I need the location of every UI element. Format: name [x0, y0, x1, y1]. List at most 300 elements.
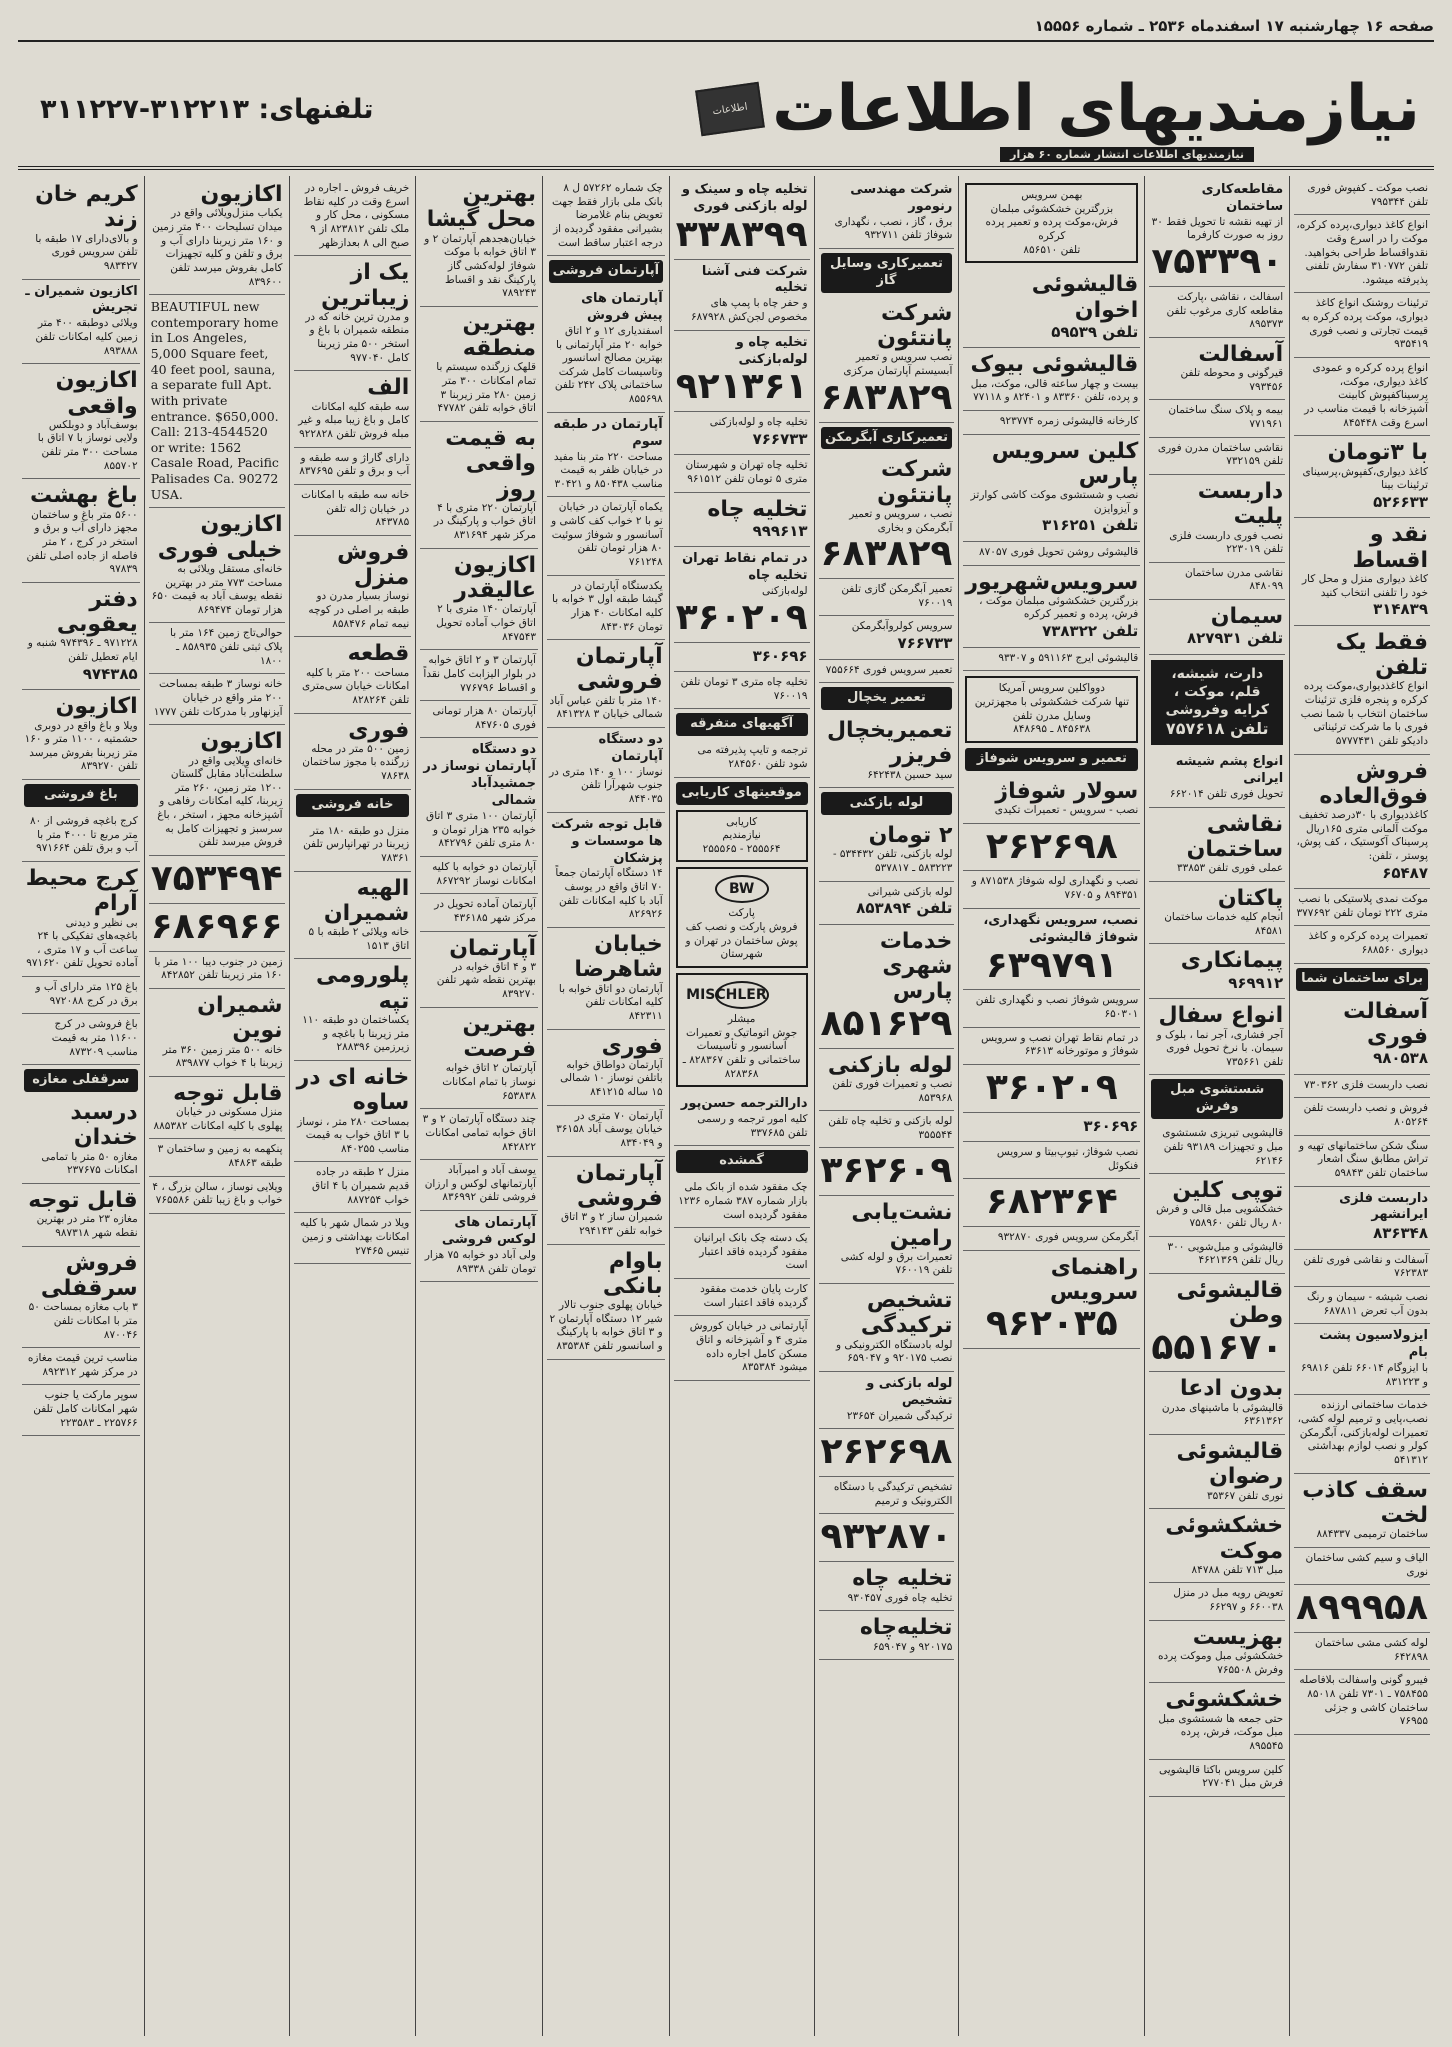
ad-body: مغازه ۵۰ متر با تمامی امکانات ۲۳۷۶۷۵ — [41, 1150, 138, 1177]
classified-ad — [1149, 400, 1285, 437]
classified-ad — [1294, 518, 1430, 625]
ad-body: ساختمان ترمیمی ۸۸۴۳۳۷ — [1316, 1528, 1428, 1541]
ad-title: قالیشوئی رضوان — [1176, 1439, 1284, 1490]
section-header: آگهیهای متفرقه — [676, 713, 808, 736]
masthead-emblem-text: اطلاعات — [711, 101, 749, 117]
classified-ad — [963, 1251, 1140, 1349]
classified-ad — [963, 990, 1140, 1027]
classified-ad — [1294, 1324, 1430, 1395]
column-7 — [415, 176, 542, 2036]
ad-phone: تلفن ۸۵۶۵۱۰ — [1023, 243, 1081, 256]
ad-body: خانه‌ای مستقل ویلائی به مساحت ۷۷۳ متر در بهترین نقطه یوسف آباد به قیمت ۶۵۰ هزار تومان ۸۶۹۴۷۴ — [151, 562, 283, 616]
ad-phone-large: ۷۵۳۳۹۰ — [1151, 241, 1284, 283]
ad-title: بهزیست — [1192, 1624, 1284, 1650]
ad-title: شرکت پانتئون — [877, 457, 953, 508]
classified-ad — [420, 422, 538, 549]
column-9 — [144, 176, 289, 2036]
ad-body: از تهیه نقشه تا تحویل فقط ۳۰ روز به صورت کارفرما — [1151, 215, 1284, 242]
column-1 — [1289, 176, 1434, 2036]
classified-ad — [420, 650, 538, 701]
ad-title: دارالترجمه حسن‌پور — [680, 1096, 808, 1112]
classified-ad — [547, 813, 665, 928]
ad-body: نقاشی ساختمان مدرن فوری تلفن ۷۳۲۱۵۹ — [1157, 441, 1284, 468]
ad-body: نصب و نگهداری لوله شوفاژ ۸۷۱۵۳۸ و ۸۹۴۳۵۱ و ۷۶۷۰۵ — [971, 875, 1139, 902]
classified-ad — [547, 497, 665, 575]
ad-body: کارت پایان خدمت مفقود گردیده فاقد اعتبار است — [700, 1283, 808, 1309]
ad-body: یکباب منزل‌ویلائی واقع در میدان تسلیحات ۴۰۰ متر زمین و ۱۶۰ متر زیربنا دارای آب و برق و تلفن و کلیه تجهیزات کامل بفروش میرسد تلفن ۸۳۹۶۰۰ — [152, 207, 283, 288]
classified-ad — [819, 579, 955, 616]
ad-title: فروش فوق‌العاده — [1319, 758, 1428, 809]
ad-title: الهیه شمیران — [323, 875, 410, 926]
section-header: تعمیرکاری آبگرمکن — [821, 427, 953, 450]
ad-title: خشکشوئی موکت — [1165, 1513, 1284, 1564]
section-header: گمشده — [676, 1150, 808, 1173]
ad-phone: ۷۶۶۷۳۳ — [752, 429, 808, 448]
ad-phone-large: ۶۸۳۸۲۹ — [820, 376, 953, 418]
ad-phone: تلفن ۷۵۷۶۱۸ — [1165, 719, 1269, 739]
ad-phone: ۳۱۴۸۳۹ — [1373, 600, 1428, 619]
ad-body: با ایزوگام ۶۶۰۱۴ تلفن ۶۹۸۱۶ و ۸۳۱۲۲۳ — [1301, 1362, 1428, 1388]
ad-title: انواع پشم شیشه ایرانی — [1175, 754, 1284, 787]
classified-ad — [1294, 995, 1430, 1075]
classified-ad — [294, 872, 412, 960]
ad-body: لوله‌بازکنی — [761, 585, 808, 598]
ad-phone: ۶۵۴۸۷ — [1382, 863, 1428, 882]
ad-title: فوری — [348, 717, 410, 743]
ad-body: تخلیه چاه متری ۳ تومان تلفن ۷۶۰۰۱۹ — [680, 676, 808, 702]
ad-body: تنها شرکت خشکشوئی با مجهزترین وسایل مدرن تلفن — [974, 695, 1129, 722]
classified-ad — [1149, 808, 1285, 882]
ad-body: اسفندیاری ۱۲ و ۲ اتاق خوابه ۲۰ متر آپارتمانی با بهترین مصالح اسانسور وتاسیسات کامل شرکت ساختمانی پلاک ۲۴۲ تلفن ۸۵۵۶۹۸ — [554, 324, 663, 406]
classified-ad — [819, 1514, 955, 1562]
ad-title: سولار شوفاژ — [995, 778, 1139, 804]
ad-phone: ۸۳۶۳۴۸ — [1373, 1224, 1428, 1243]
ad-phone: ۹۶۹۹۱۲ — [1228, 973, 1284, 992]
classified-ad — [674, 260, 810, 331]
ad-body: سید حسین ۶۴۲۴۳۸ — [867, 768, 953, 781]
ad-title: به قیمت واقعی روز — [445, 425, 536, 502]
ad-body: ۳ و ۴ اتاق خوابه در بهترین نقطه شهر تلفن ۸۳۹۲۷۰ — [436, 960, 536, 1001]
classified-ad — [547, 287, 665, 413]
classified-ad — [1294, 1187, 1430, 1250]
ad-title: کلین سرویس پارس — [991, 438, 1139, 489]
ad-title: مقاطعه‌کاری ساختمان — [1201, 182, 1284, 214]
ad-body: تخلیه چاه فوری ۹۳۰۴۵۷ — [847, 1591, 953, 1604]
classified-ad — [420, 1160, 538, 1211]
ad-body: لوله بادستگاه الکترونیکی و نصب ۹۲۰۱۷۵ و ۶۵۹۰۴۷ — [836, 1338, 953, 1365]
classified-ad — [819, 660, 955, 684]
ad-body: خدمات ساختمانی ارزنده نصب،پایی و ترمیم لوله کشی، تعمیرات لوله‌بازکنی، آبگرمکن کولر و نصب لوازم بهداشتی ۵۴۱۳۱۲ — [1297, 1399, 1428, 1467]
ad-body: خانه سه طبقه با امکانات در خیابان ژاله تلفن ۸۴۳۷۸۵ — [301, 488, 410, 529]
ad-phone: تلفن ۳۱۶۲۵۱ — [1042, 516, 1139, 535]
classified-ad — [1294, 1287, 1430, 1324]
column-3 — [958, 176, 1144, 2036]
ad-phone-large: ۳۶۰۲۰۹ — [985, 1066, 1118, 1108]
ad-body: بمساحت ۲۸۰ متر ، نوساز با ۳ اتاق خواب به قیمت مناسب ۸۴۰۲۵۵ — [297, 1115, 410, 1155]
ad-title: باوام بانکی — [602, 1248, 663, 1299]
classified-ad — [149, 178, 285, 295]
ad-body: فروش پارکت و نصب کف پوش ساختمان در تهران و شهرستان — [685, 921, 798, 961]
ad-title: آپارتمان در طبقه سوم — [553, 416, 663, 449]
ad-phone: ۳۶۰۶۹۶ — [752, 646, 808, 665]
classified-ad — [149, 674, 285, 725]
classified-ad — [1149, 287, 1285, 338]
ad-body: بی نظیر و دیدنی باغچه‌های تفکیکی با ۲۴ ساعت آب و ۱۷ متری ، آماده تحویل تلفن ۹۷۱۶۲۰ — [26, 916, 138, 970]
ad-body: قالیشویی تبریزی شستشوی مبل و تجهیزات ۹۳۱۸۹ تلفن ۶۲۱۴۶ — [1162, 1127, 1284, 1167]
ad-body: تشخیص ترکیدگی با دستگاه الکترونیک و ترمیم — [833, 1481, 953, 1507]
classified-ad — [674, 1092, 810, 1146]
ad-body: خریف فروش ـ اجاره در اسرع وقت در کلیه نقاط مسکونی ، محل کار و ملک تلفن ۸۲۳۸۱۲ از ۹ صبح الی ۸ بعدازظهر — [303, 182, 410, 249]
ad-body: آپارتمان ۷۰ متری در خیابان یوسف آباد ۳۶۱۵۸ و ۸۳۴۰۴۹ — [556, 1109, 663, 1150]
ad-body: آپارتمان ۳ و ۲ اتاق خوابه در بلوار الیزابت کامل نقداً و اقساط ۷۷۶۷۹۶ — [423, 654, 536, 694]
ad-title: پارکت — [728, 907, 755, 920]
ad-body: کاغذ دیواری،کفپوش،پرسینای ترئینات بینا — [1302, 465, 1428, 492]
ad-title: در تمام نقاط تهران تخلیه چاه — [682, 551, 808, 584]
ad-title: یک از زیباترین — [321, 260, 410, 311]
ad-phone-large: ۶۳۹۷۹۱ — [985, 944, 1118, 986]
classified-ad — [149, 989, 285, 1077]
classified-ad — [547, 1030, 665, 1106]
classified-ad — [963, 824, 1140, 872]
page-info: صفحه ۱۶ چهارشنبه ۱۷ اسفندماه ۲۵۳۶ ـ شماره ۱۵۵۵۶ — [1034, 17, 1434, 35]
ad-title: میشلر — [727, 1012, 756, 1025]
classified-ad — [1149, 600, 1285, 655]
classified-ad — [294, 959, 412, 1061]
ad-title: نشت‌یابی رامین — [851, 1200, 953, 1251]
classified-ad — [819, 1049, 955, 1112]
ad-body: نصب داربست فلزی ۷۳۰۳۶۲ — [1304, 1078, 1428, 1091]
classified-ad — [22, 1348, 140, 1385]
ad-title: آپارتمان فروشی — [575, 644, 663, 695]
classified-ad — [1149, 1174, 1285, 1237]
ad-title: قابل توجه شرکت ها موسسات و پزشکان — [551, 816, 663, 866]
classified-ad — [420, 549, 538, 651]
ad-body: آپارتمانی در خیابان کوروش متری ۴ و آشپزخانه و اتاق مسکن کامل اجاره داده میشود ۸۳۵۳۸۴ — [689, 1320, 808, 1374]
classified-ad — [149, 725, 285, 856]
ad-body: لوله بازکنی شیرانی — [867, 885, 953, 898]
ad-body: سوپر مارکت یا جنوب شهر امکانات کامل تلفن ۲۲۵۷۶۶ ـ ۲۲۳۵۸۳ — [33, 1389, 138, 1429]
ad-phone-large: ۳۶۰۲۰۹ — [675, 596, 808, 638]
classified-ad — [420, 932, 538, 1008]
classified-ad — [294, 637, 412, 713]
classified-ad — [547, 1106, 665, 1157]
ad-body: لوله کشی مشی ساختمان ۶۴۲۸۹۸ — [1315, 1636, 1428, 1663]
ad-phone: ۹۷۴۳۸۵ — [82, 664, 138, 683]
boxed-ad — [965, 676, 1138, 743]
ad-body: آپارتمان ۱۰۰ متری ۳ اتاق خوابه ۲۳۵ هزار تومان و ۸۰ متری تلفن ۸۴۲۷۹۶ — [426, 810, 536, 850]
boxed-ad — [1151, 660, 1283, 745]
classified-ad — [294, 536, 412, 638]
ad-title: ایزولاسیون پشت بام — [1319, 1328, 1428, 1361]
ad-body: خانه نوساز ۳ طبقه بمساحت ۲۰۰ متر واقع در خیابان آیزنهاور با مدرکات تلفن ۱۷۷۷ — [153, 678, 283, 718]
ad-title: بهمن سرویس — [1021, 189, 1083, 201]
classified-ad — [674, 1228, 810, 1279]
ad-phone: ۸۴۵۶۳۸ ـ ۸۴۸۶۹۵ — [1013, 723, 1091, 736]
ad-title: دوواکلین سرویس آمریکا — [998, 682, 1105, 695]
ad-body: BEAUTIFUL new contemporary home in Los Angeles, 5,000 Square feet, 40 feet pool, sauna, a separate full Apt. with private entrance. $650,000. Call: 213-4544520 or write: 1562 Casale Road, Pacific Palisades Ca. 90272 USA. — [150, 299, 279, 502]
ad-body: ۵۶۰۰ متر باغ و ساختمان مجهز دارای آب و برق و استخر در کرج ، ۲ متر فاصله از جاده اصلی تلفن ۹۷۸۳۹ — [26, 508, 138, 576]
ad-body: یوسف آباد و امیرآباد آپارتمانهای لوکس و ارزان فروشی تلفن ۸۳۶۹۹۲ — [424, 1164, 536, 1204]
ad-title: قالیشوئی بیوک — [970, 352, 1139, 378]
classified-ad — [963, 1113, 1140, 1143]
classified-ad — [1149, 563, 1285, 600]
classified-ad — [963, 909, 1140, 991]
ad-body: قالیشوئی با ماشینهای مدرن ۶۳۶۱۳۶۲ — [1161, 1401, 1284, 1428]
classified-ad — [149, 904, 285, 952]
company-logo-icon: MISCHLER — [715, 981, 769, 1009]
classified-ad — [420, 178, 538, 307]
ad-body: انواع کاغذدیواری،موکت پرده کرکره و پنجره فلزی تزئینات ساختمان انتخاب با شما نصب فوری با ما شرکت ترئیناتی دادیکو تلفن ۵۷۷۷۴۳۱ — [1300, 680, 1428, 747]
classified-ad — [294, 178, 412, 256]
ad-body: خانه‌ای ویلایی واقع در سلطنت‌آباد مقابل گلستان ۱۲۰۰ متر زمین، ۲۶۰ متر زیربنا، کلیه امکانات رفاهی و آشپزخانه مجهز ، استخر ، باغ سرسبز و تجهیزات کامل به فروش میرسد تلفن — [157, 754, 283, 849]
ad-body: ۳ باب مغازه بمساحت ۵۰ متر با امکانات تلفن ۸۷۰۰۴۶ — [28, 1301, 138, 1341]
ad-phone-large: ۶۸۳۸۲۹ — [820, 533, 953, 575]
ad-title: اکازیون واقعی — [55, 368, 138, 419]
ad-phone-large: ۷۵۳۴۹۴ — [150, 858, 283, 900]
classified-ad — [1294, 1250, 1430, 1287]
column-2 — [1144, 176, 1289, 2036]
section-header: برای ساختمان شما — [1296, 968, 1428, 991]
ad-body: پنکهمه به زمین و ساختمان ۳ طبقه ۸۴۸۶۳ — [157, 1143, 283, 1170]
ad-body: شمیران ساز ۲ و ۳ اتاق خوابه تلفن ۲۹۴۱۴۳ — [560, 1211, 663, 1237]
classified-ad — [1149, 1372, 1285, 1435]
ad-body: نیازمندیم — [722, 829, 761, 842]
classified-ad — [420, 1211, 538, 1282]
ad-body: ویلا در شمال شهر با کلیه امکانات بهداشتی و زمین تنیس ۲۷۴۶۵ — [300, 1217, 410, 1257]
classified-ad — [1294, 1098, 1430, 1135]
masthead-subtitle: نیازمندیهای اطلاعات انتشار شماره ۶۰ هزار — [1000, 147, 1254, 162]
ad-body: خانه ویلائی ۲ طبقه با ۵ اتاق ۱۵۱۳ — [308, 926, 410, 952]
ad-body: کلین سرویس باکتا قالیشویی فرش مبل ۲۷۷۰۴۱ — [1158, 1763, 1284, 1790]
ad-body: ۹۲۰۱۷۵ و ۶۵۹۰۴۷ — [872, 1640, 953, 1653]
classified-ad — [963, 348, 1140, 411]
section-header: سرقفلی مغازه — [24, 1069, 138, 1092]
page-header-line — [18, 12, 1434, 42]
ad-body: تعمیر سرویس فوری ۷۵۵۶۶۴ — [825, 663, 953, 676]
classified-ad — [674, 547, 810, 642]
ad-title: آسفالت فوری — [1343, 998, 1428, 1049]
ad-body: منزل دو طبقه ۱۸۰ متر زیربنا در تهرانپارس تلفن ۷۸۳۶۱ — [303, 824, 410, 864]
classified-ad — [1294, 1395, 1430, 1473]
ad-body: انواع کاغذ دیواری،پرده کرکره، موکت را در اسرع وقت نقدواقساط طراحی بخواهید. تلفن ۳۱۰۷۷۲ سفارش تلفنی پذیرفته میشود. — [1296, 219, 1428, 286]
column-8 — [289, 176, 416, 2036]
ad-title: لوله بازکنی — [827, 1052, 953, 1078]
classified-ad — [674, 455, 810, 492]
classified-ad — [819, 1372, 955, 1429]
ad-title: خدمات شهری پارس — [879, 928, 953, 1005]
ad-body: موکت نمدی پلاستیکی با نصب متری ۲۲۲ تومان تلفن ۳۷۷۶۹۲ — [1296, 893, 1428, 919]
ad-body: اسفالت ، نقاشی ،پارکت مقاطعه کاری مرغوب تلفن ۸۹۵۳۷۳ — [1166, 290, 1284, 331]
ad-body: بیمه و پلاک سنگ ساختمان ۷۷۱۹۶۱ — [1168, 404, 1284, 430]
ad-body: نقاشی مدرن ساختمان ۸۴۸۰۹۹ — [1184, 566, 1284, 593]
classified-ad — [1294, 436, 1430, 518]
ad-body: مساحت ۲۲۰ متر بنا مفید در خیابان ظفر به قیمت مناسب ۸۵۰۴۳۸ و ۳۰۴۲۱ — [553, 450, 663, 490]
classified-ad — [819, 925, 955, 1049]
classified-ad — [149, 1139, 285, 1176]
company-logo-icon: BW — [715, 875, 769, 903]
ad-body: عملی فوری تلفن ۳۳۸۵۳ — [1176, 862, 1284, 875]
masthead-title-group — [698, 72, 1434, 146]
classified-ad — [1149, 999, 1285, 1075]
ad-title: آپارتمان های پیش فروش — [581, 291, 663, 323]
classified-ad — [547, 576, 665, 641]
classified-ad — [149, 623, 285, 674]
classified-ad — [674, 178, 810, 260]
ad-body: تحویل فوری تلفن ۶۶۲۰۱۴ — [1169, 788, 1284, 801]
classified-ad — [819, 1284, 955, 1372]
ad-body: انجام کلیه خدمات ساختمان ۸۴۵۸۱ — [1164, 911, 1284, 937]
classified-ad — [1294, 926, 1430, 963]
classified-ad — [963, 775, 1140, 824]
classified-ad — [294, 256, 412, 371]
ad-body: باغ ۱۲۵ متر دارای آب و برق در کرج ۹۷۲۰۸۸ — [35, 981, 138, 1007]
ad-body: جوش اتوماتیک و تعمیرات آسانسور و تأسیسات ساختمانی و تلفن ۸۲۸۳۶۷ ـ ۸۲۸۳۶۸ — [682, 1026, 801, 1080]
ad-body: نصب - سرویس - تعمیرات تکیدی — [994, 804, 1139, 816]
classified-ad — [1294, 358, 1430, 436]
classified-ad — [819, 178, 955, 249]
masthead-phones: تلفنهای: ۳۱۲۲۱۳-۳۱۱۲۲۷ — [40, 93, 374, 125]
ad-body: چند دستگاه آپارتمان ۲ و ۳ اتاق خوابه تمامی امکانات ۸۴۲۸۲۲ — [422, 1113, 536, 1153]
ad-title: راهنمای سرویس — [1049, 1254, 1139, 1306]
boxed-ad — [676, 867, 808, 968]
masthead-title: نیازمندیهای اطلاعات — [772, 72, 1420, 146]
ad-body: بزرگترین خشکشوئی مبلمان موکت ، فرش، پرده و تعمیر کرکره — [979, 594, 1139, 621]
classified-ad — [22, 364, 140, 479]
ad-body: منزل مسکونی در خیابان پهلوی با کلیه امکانات ۸۸۵۳۸۲ — [153, 1106, 283, 1132]
ad-title: قابل توجه — [28, 1188, 138, 1214]
ad-title: خشکشوئی — [1165, 1687, 1284, 1713]
ad-body: و بالای‌دارای ۱۷ طبقه با تلفن سرویس فوری ۹۸۳۴۲۷ — [35, 232, 138, 272]
classified-ad — [420, 701, 538, 738]
classified-ad — [674, 1177, 810, 1228]
ad-body: کارخانه قالیشوئی زمره ۹۲۳۷۷۴ — [999, 414, 1139, 427]
boxed-ad — [676, 810, 808, 863]
ad-body: برق ، گاز ، نصب ، نگهداری شوفاژ تلفن ۹۳۲۷۱۱ — [834, 215, 953, 242]
classified-ad — [22, 862, 140, 977]
classified-ad — [547, 928, 665, 1030]
classified-ad — [1149, 1621, 1285, 1684]
ad-phone: ۷۶۶۷۳۳ — [897, 634, 953, 652]
ad-phone-large: ۳۳۸۳۹۹ — [675, 213, 808, 255]
ad-phone-large: ۹۲۱۳۶۱ — [675, 366, 808, 408]
classified-ad — [1294, 215, 1430, 293]
ad-title: سیمان — [1210, 604, 1284, 630]
classified-ad — [149, 1177, 285, 1214]
ad-title: با ۳تومان — [1327, 440, 1428, 466]
ad-body: سرویس کولروآبگرمکن — [851, 620, 953, 633]
ad-body: بزرگترین خشکشوئی مبلمان فرش،موکت پرده و تعمیر پرده کرکره — [985, 202, 1119, 242]
ad-body: خیابان پهلوی جنوب تالار شیر ۱۲ دستگاه آپارتمان ۲ و ۳ اتاق خوابه با پارکینگ و اسانسور تلفن ۸۳۵۳۸۴ — [549, 1299, 663, 1353]
ad-phone-large: ۸۹۹۹۵۸ — [1296, 1587, 1428, 1629]
ad-body: سه طبقه کلیه امکانات کامل و باغ زیبا مبله و غیر مبله فروش تلفن ۹۲۲۸۲۸ — [298, 400, 410, 440]
ad-body: در تمام نقاط تهران نصب و سرویس شوفاژ و موتورخانه ۶۳۶۱۳ — [981, 1031, 1139, 1058]
ad-body: ترجمه و تایپ پذیرفته می شود تلفن ۲۸۴۵۶۰ — [697, 744, 808, 770]
classified-ad — [1149, 1237, 1285, 1274]
ad-body: لوله بازکنی و تخلیه چاه تلفن ۳۵۵۵۴۴ — [828, 1115, 953, 1141]
column-5 — [669, 176, 814, 2036]
column-6 — [542, 176, 669, 2036]
classified-ad — [547, 178, 665, 256]
classified-ad — [22, 479, 140, 583]
ad-body: ترکیدگی شمیران ۲۳۶۵۴ — [846, 1409, 953, 1422]
ad-phone: تلفن ۵۹۵۳۹ — [1051, 322, 1139, 341]
ad-title: شمیران نوین — [197, 992, 283, 1044]
classified-ad — [819, 1611, 955, 1660]
classified-ad — [547, 413, 665, 498]
ad-body: فروش و نصب داربست تلفن ۸۰۵۲۶۴ — [1303, 1102, 1428, 1128]
ad-title: دو دستگاه آپارتمان — [598, 732, 663, 764]
ad-phone: تلفن ۸۵۳۸۹۴ — [856, 899, 953, 918]
ad-title: خانه ای در ساوه — [296, 1064, 410, 1116]
ad-title: باغ بهشت — [30, 483, 138, 509]
ad-body: حوالی‌تاج زمین ۱۶۴ متر با پلاک ثبتی تلفن ۸۵۸۹۳۵ ـ ۱۸۰۰ — [170, 627, 283, 667]
ad-title: لوله بازکنی و تشخیص — [866, 1375, 953, 1408]
ad-title: داربست فلزی ایرانشهر — [1339, 1190, 1428, 1223]
ad-title: قالیشوئی وطن — [1176, 1278, 1284, 1329]
ad-title: شرکت پانتئون — [877, 300, 953, 352]
ad-title: داربست پلیت — [1197, 478, 1284, 530]
classified-ad — [819, 882, 955, 925]
classified-ad — [963, 542, 1140, 566]
ad-body: باغ فروشی در کرج ۱۱۶۰۰ متر به قیمت مناسب ۸۷۳۲۰۹ — [51, 1018, 138, 1058]
ad-body: قالیشوئی روشن تحویل فوری ۸۷۰۵۷ — [979, 545, 1139, 558]
ad-title: بهترین منطقه — [462, 310, 536, 362]
classified-ad — [819, 453, 955, 579]
ad-body: بیست و چهار ساعته قالی، موکت، مبل و پرده، تلفن ۸۳۳۶۰ و ۸۲۴۰۱ و ۷۷۱۱۸ — [970, 377, 1139, 404]
ad-title: تخلیه‌چاه — [859, 1615, 953, 1641]
ad-body: آپارتمان دواطاق خوابه باتلفن نوساز ۱۰ شمالی ۱۵ ساله ۸۴۱۲۱۵ — [560, 1058, 663, 1099]
classified-ad — [22, 1385, 140, 1436]
ad-body: آجر فشاری، آجر نما ، بلوک و سیمان. با نرخ تحویل فوری تلفن ۷۳۵۶۶۱ — [1156, 1028, 1284, 1068]
classified-columns — [18, 176, 1434, 2036]
ad-title: سرویس‌شهریور — [965, 569, 1139, 595]
ad-body: آسفالت و نقاشی فوری تلفن ۷۶۲۳۸۳ — [1303, 1253, 1428, 1280]
classified-ad — [22, 178, 140, 280]
classified-ad — [149, 952, 285, 989]
classified-ad — [22, 1014, 140, 1065]
classified-ad — [1149, 1435, 1285, 1509]
ad-body: آپارتمان ۲ اتاق خوابه نوساز با تمام امکانات ۶۵۳۸۳۸ — [442, 1062, 536, 1102]
section-header: تعمیر یخچال — [821, 687, 953, 710]
ad-body: ۹۷۱۲۲۸ ـ ۹۷۴۳۹۶ شنبه و ایام تعطیل تلفن — [27, 637, 138, 664]
classified-ad — [1294, 1670, 1430, 1735]
classified-ad — [1294, 1585, 1430, 1633]
classified-ad — [294, 371, 412, 447]
ad-body: کلیه امور ترجمه و رسمی تلفن ۳۳۷۶۸۵ — [697, 1113, 808, 1139]
section-header: آپارتمان فروشی — [549, 260, 663, 283]
ad-body: نصب سرویس و تعمیر آبسیستم آپارتمان مرکزی — [843, 351, 953, 378]
newspaper-page — [18, 12, 1434, 2037]
classified-ad — [963, 871, 1140, 908]
ad-phone: تلفن ۷۳۸۳۲۲ — [1042, 622, 1139, 641]
classified-ad — [1149, 1274, 1285, 1372]
ad-body: کرج باغچه فروشی از ۸۰ متر مربع تا ۴۰۰۰ متر با آب و برق تلفن ۹۷۱۶۶۴ — [30, 815, 138, 855]
classified-ad — [674, 672, 810, 709]
classified-ad — [420, 857, 538, 894]
ad-title: پاکتان — [1217, 885, 1284, 911]
ad-title: بهترین فرصت — [462, 1011, 536, 1063]
ad-title: آپارتمان فروشی — [575, 1160, 663, 1211]
ad-title: اکازیون — [200, 729, 283, 755]
ad-body: نصب ، سرویس و تعمیر آبگرمکن و بخاری — [849, 508, 953, 534]
ad-phone-large: ۶۸۶۹۶۶ — [150, 905, 283, 947]
ad-body: فیبرو گونی واسفالت بلافاصله ۷۵۸۴۵۵ ـ ۷۳۰۱ تلفن ۸۵۰۱۸ ساختمان کاشی و جزئی ۷۶۹۵۵ — [1299, 1674, 1428, 1728]
ad-title: توپی کلین — [1172, 1178, 1284, 1204]
ad-phone-large: ۸۵۱۶۲۹ — [820, 1002, 953, 1044]
ad-body: نوساز بسیار مدرن دو طبقه بر اصلی در کوچه نیمه تمام ۸۵۸۴۷۶ — [308, 590, 410, 630]
ad-body: نصب و تعمیرات فوری تلفن ۸۵۳۹۶۸ — [832, 1077, 953, 1104]
classified-ad — [819, 1148, 955, 1196]
